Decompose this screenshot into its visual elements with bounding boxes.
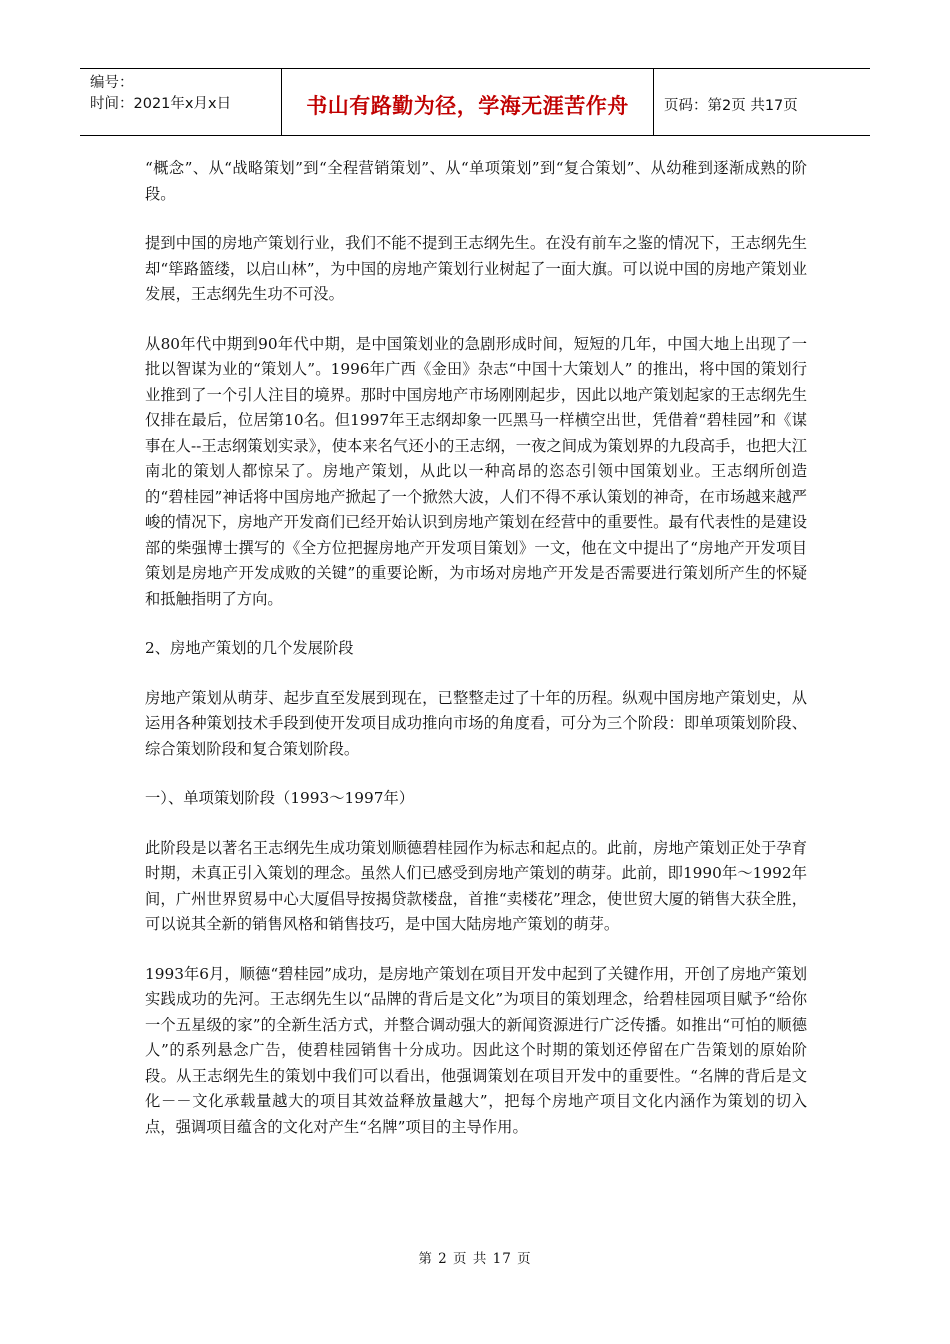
date-label: 时间：2021年x月x日 bbox=[90, 96, 232, 112]
header-motto: 书山有路勤为径，学海无涯苦作舟 bbox=[282, 69, 654, 135]
paragraph: 1993年6月，顺德“碧桂园”成功，是房地产策划在项目开发中起到了关键作用，开创了房地产策划实践成功的先河。王志纲先生以“品牌的背后是文化”为项目的策划理念，给碧桂园项目赋予“给你一个五星级的家”的全新生活方式，并整合调动强大的新闻资源进行广泛传播。如推出“可怕的顺德人”的系列悬念广告，使碧桂园销售十分成功。因此这个时期的策划还停留在广告策划的原始阶段。从王志纲先生的策划中我们可以看出，他强调策划在项目开发中的重要性。“名牌的背后是文化－－文化承载量越大的项目其效益释放量越大”，把每个房地产项目文化内涵作为策划的切入点，强调项目蕴含的文化对产生“名牌”项目的主导作用。 bbox=[145, 964, 807, 1136]
subsection-heading: 一）、单项策划阶段（1993～1997年） bbox=[145, 789, 415, 807]
header-page-info: 页码：第2页 共17页 bbox=[664, 97, 798, 114]
document-body bbox=[145, 156, 807, 1164]
paragraph: “概念”、从“战略策划”到“全程营销策划”、从“单项策划”到“复合策划”、从幼稚到逐渐成熟的阶段。 bbox=[145, 159, 807, 203]
paragraph: 此阶段是以著名王志纲先生成功策划顺德碧桂园作为标志和起点的。此前，房地产策划正处于孕育时期，未真正引入策划的理念。虽然人们已感受到房地产策划的萌芽。此前，即1990年～1992年间，广州世界贸易中心大厦倡导按揭贷款楼盘，首推“卖楼花”理念，使世贸大厦的销售大获全胜，可以说其全新的销售风格和销售技巧，是中国大陆房地产策划的萌芽。 bbox=[145, 838, 807, 933]
page-footer: 第 2 页 共 17 页 bbox=[418, 1251, 532, 1267]
section-heading: 2、房地产策划的几个发展阶段 bbox=[145, 639, 354, 657]
paragraph: 房地产策划从萌芽、起步直至发展到现在，已整整走过了十年的历程。纵观中国房地产策划史，从运用各种策划技术手段到使开发项目成功推向市场的角度看，可分为三个阶段：即单项策划阶段、综合策划阶段和复合策划阶段。 bbox=[145, 688, 807, 758]
page-header bbox=[80, 68, 870, 136]
paragraph: 从80年代中期到90年代中期，是中国策划业的急剧形成时间，短短的几年，中国大地上出现了一批以智谋为业的“策划人”。1996年广西《金田》杂志“中国十大策划人” 的推出，将中国的策划行业推到了一个引人注目的境界。那时中国房地产市场刚刚起步，因此以地产策划起家的王志纲先生仅排在最后，位居第10名。但1997年王志纲却象一匹黑马一样横空出世，凭借着“碧桂园”和《谋事在人--王志纲策划实录》，使本来名气还小的王志纲，一夜之间成为策划界的九段高手，也把大江南北的策划人都惊呆了。房地产策划，从此以一种高昂的恣态引领中国策划业。王志纲所创造的“碧桂园”神话将中国房地产掀起了一个掀然大波，人们不得不承认策划的神奇，在市场越来越严峻的情况下，房地产开发商们已经开始认识到房地产策划在经营中的重要性。最有代表性的是建设部的柴强博士撰写的《全方位把握房地产开发项目策划》一文，他在文中提出了“房地产开发项目策划是房地产开发成败的关键”的重要论断，为市场对房地产开发是否需要进行策划所产生的怀疑和抵触指明了方向。 bbox=[145, 334, 807, 608]
number-label: 编号： bbox=[90, 75, 134, 91]
header-meta bbox=[80, 69, 282, 135]
paragraph: 提到中国的房地产策划行业，我们不能不提到王志纲先生。在没有前车之鉴的情况下，王志纲先生却“筚路篮缕，以启山林”，为中国的房地产策划行业树起了一面大旗。可以说中国的房地产策划业发展，王志纲先生功不可没。 bbox=[145, 234, 807, 303]
